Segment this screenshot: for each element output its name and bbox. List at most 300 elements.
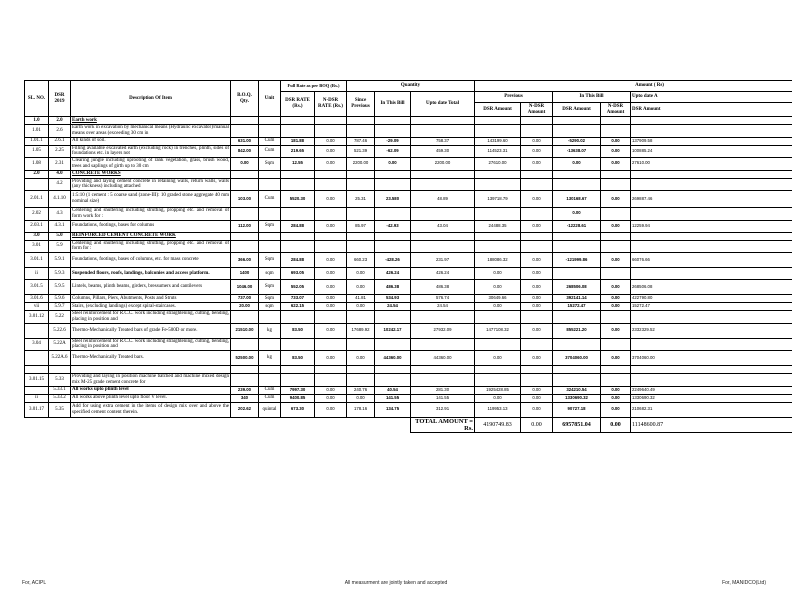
table-row bbox=[25, 303, 792, 311]
upto-dsr-cell bbox=[631, 208, 792, 221]
col-upto-dsr-amount: DSR Amount bbox=[631, 103, 792, 117]
col-upto: Upto date A bbox=[631, 92, 792, 103]
upto-dsr-cell bbox=[631, 311, 792, 324]
upto-dsr-cell bbox=[631, 240, 792, 253]
ndsr-rate-cell bbox=[315, 374, 347, 387]
ndsr-rate-cell bbox=[315, 178, 347, 191]
dsr-cell: 2.25 bbox=[49, 145, 71, 158]
in-bill-cell bbox=[375, 117, 411, 125]
prev-ndsr-cell: 0.00 bbox=[521, 323, 553, 338]
dsr-cell: 4.3 bbox=[49, 208, 71, 221]
in-bill-cell bbox=[375, 208, 411, 221]
prev-ndsr-cell: 0.00 bbox=[521, 295, 553, 303]
col-dsr-rate: DSR RATE (Rs.) bbox=[281, 92, 315, 117]
prev-dsr-cell: 139718.79 bbox=[475, 191, 521, 208]
since-prev-cell bbox=[347, 338, 375, 351]
upto-total-cell bbox=[411, 125, 475, 138]
table-row bbox=[25, 220, 792, 232]
upto-total-cell: 43.04 bbox=[411, 220, 475, 232]
bill-dsr-cell: 0.00 bbox=[553, 158, 601, 171]
upto-total-cell: 48.89 bbox=[411, 191, 475, 208]
upto-dsr-cell: 66076.66 bbox=[631, 253, 792, 268]
bill-ndsr-cell: 0.00 bbox=[601, 303, 631, 311]
ndsr-rate-cell bbox=[315, 232, 347, 240]
bill-sheet bbox=[24, 80, 792, 508]
col-this-bill: In This Bill bbox=[553, 92, 631, 103]
unit-cell: Cum bbox=[259, 137, 281, 145]
sl-cell: 2.0 bbox=[25, 170, 49, 178]
bill-ndsr-cell: 0.00 bbox=[601, 402, 631, 417]
prev-dsr-cell: 114523.31 bbox=[475, 145, 521, 158]
upto-dsr-cell: 12259.94 bbox=[631, 220, 792, 232]
prev-dsr-cell bbox=[475, 117, 521, 125]
col-ndsr-rate: N-DSR RATE (Rs.) bbox=[315, 92, 347, 117]
bill-dsr-cell: 0.00 bbox=[553, 208, 601, 221]
prev-ndsr-cell: 0.00 bbox=[521, 253, 553, 268]
table-body bbox=[25, 117, 792, 418]
in-bill-cell: -29.09 bbox=[375, 137, 411, 145]
dsr-cell: 5.22.6 bbox=[49, 323, 71, 338]
bill-dsr-cell bbox=[553, 374, 601, 387]
dsr-rate-cell: 7997.30 bbox=[281, 386, 315, 394]
prev-dsr-cell: 0.00 bbox=[475, 280, 521, 295]
dsr-cell: 2.6 bbox=[49, 125, 71, 138]
boq-qty-cell: 112.00 bbox=[231, 220, 259, 232]
bill-dsr-cell: 392141.14 bbox=[553, 295, 601, 303]
bill-dsr-cell bbox=[553, 232, 601, 240]
unit-cell bbox=[259, 232, 281, 240]
boq-qty-cell: 52500.00 bbox=[231, 351, 259, 366]
desc-cell: Foundations, footings, bases of columns, etc. for mass concrete bbox=[71, 253, 231, 268]
boq-qty-cell: 21510.00 bbox=[231, 323, 259, 338]
total-prev-ndsr: 0.00 bbox=[521, 417, 553, 433]
table-row bbox=[25, 178, 792, 191]
col-unit: Unit bbox=[259, 81, 281, 117]
dsr-cell: 5.9 bbox=[49, 240, 71, 253]
unit-cell bbox=[259, 240, 281, 253]
desc-cell: Steel reinforcement for R.C.C. work including straightening, cutting, bending, placing in position and bbox=[72, 338, 229, 350]
ndsr-rate-cell: 0.00 bbox=[315, 253, 347, 268]
prev-dsr-cell bbox=[475, 338, 521, 351]
since-prev-cell: 41.81 bbox=[347, 295, 375, 303]
dsr-rate-cell bbox=[281, 366, 315, 374]
dsr-rate-cell: 733.07 bbox=[281, 295, 315, 303]
col-description: Description Of Item bbox=[71, 81, 231, 117]
since-prev-cell bbox=[347, 232, 375, 240]
ndsr-rate-cell: 0.00 bbox=[315, 280, 347, 295]
desc-cell: Earth work bbox=[71, 117, 231, 125]
dsr-cell: 5.22A bbox=[49, 338, 71, 351]
prev-dsr-cell: 119953.13 bbox=[475, 402, 521, 417]
upto-total-cell: 486.38 bbox=[411, 280, 475, 295]
prev-ndsr-cell bbox=[521, 232, 553, 240]
since-prev-cell: 0.00 bbox=[347, 280, 375, 295]
bill-ndsr-cell bbox=[601, 208, 631, 221]
sl-cell: vii bbox=[25, 303, 49, 311]
desc-cell: Earth work in excavation by mechanical means (Hydraulic excavator)/manual means over areas (exceeding 30 cm in bbox=[72, 125, 229, 136]
dsr-cell: 5.9.3 bbox=[49, 268, 71, 280]
bill-ndsr-cell bbox=[601, 240, 631, 253]
bill-ndsr-cell bbox=[601, 268, 631, 280]
dsr-rate-cell: 9400.85 bbox=[281, 394, 315, 402]
bill-ndsr-cell: 0.00 bbox=[601, 295, 631, 303]
total-bill-dsr: 6957851.04 bbox=[553, 417, 601, 433]
footer-left: For, ACIPL bbox=[22, 580, 47, 586]
in-bill-cell: -62.09 bbox=[375, 145, 411, 158]
upto-total-cell bbox=[411, 374, 475, 387]
upto-total-cell: 281.30 bbox=[411, 386, 475, 394]
dsr-cell: 5.22 bbox=[49, 311, 71, 324]
prev-dsr-cell bbox=[475, 311, 521, 324]
upto-dsr-cell: 269887.46 bbox=[631, 191, 792, 208]
boq-qty-cell bbox=[231, 125, 259, 138]
bill-ndsr-cell: 0.00 bbox=[601, 394, 631, 402]
bill-dsr-cell: 324210.54 bbox=[553, 386, 601, 394]
bill-ndsr-cell: 0.00 bbox=[601, 323, 631, 338]
ndsr-rate-cell: 0.00 bbox=[315, 295, 347, 303]
boq-qty-cell: 842.00 bbox=[231, 145, 259, 158]
upto-dsr-cell bbox=[631, 232, 792, 240]
in-bill-cell: 0.00 bbox=[375, 158, 411, 171]
unit-cell: Sqm bbox=[259, 158, 281, 171]
ndsr-rate-cell bbox=[315, 170, 347, 178]
desc-cell: Filling available excavated earth (excluding rock) in trenches, plinth, sides of foundations etc. in layers not bbox=[72, 145, 229, 157]
desc-cell: All works upto plinth level bbox=[71, 386, 231, 394]
desc-cell: Centering and shuttering including strutting, propping etc. and removal of form work for : bbox=[72, 208, 229, 219]
upto-total-cell: 459.30 bbox=[411, 145, 475, 158]
in-bill-cell bbox=[375, 178, 411, 191]
unit-cell: Cum bbox=[259, 386, 281, 394]
sl-cell: 3.01 bbox=[25, 240, 49, 253]
table-row bbox=[25, 125, 792, 138]
upto-total-cell: 141.55 bbox=[411, 394, 475, 402]
upto-total-cell: 2200.00 bbox=[411, 158, 475, 171]
boq-qty-cell bbox=[231, 117, 259, 125]
col-in-this-bill: In This Bill bbox=[375, 92, 411, 117]
sl-cell bbox=[25, 351, 49, 366]
boq-qty-cell bbox=[231, 232, 259, 240]
boq-qty-cell bbox=[231, 338, 259, 351]
upto-total-cell: 24.54 bbox=[411, 303, 475, 311]
dsr-rate-cell bbox=[281, 232, 315, 240]
table-row bbox=[25, 366, 792, 374]
bill-dsr-cell bbox=[553, 125, 601, 138]
prev-ndsr-cell: 0.00 bbox=[521, 268, 553, 280]
since-prev-cell bbox=[347, 374, 375, 387]
desc-cell: Providing and laying cement concrete in retaining walls, return walls, walls (any thickness) including attached bbox=[72, 178, 229, 190]
desc-cell: Providing and laying in position machine batched and machine mixed design mix M-25 grade cement concrete for bbox=[72, 374, 229, 385]
dsr-cell: 5.33 bbox=[49, 374, 71, 387]
ndsr-rate-cell: 0.00 bbox=[315, 145, 347, 158]
sl-cell: 3.0 bbox=[25, 232, 49, 240]
prev-dsr-cell bbox=[475, 125, 521, 138]
since-prev-cell bbox=[347, 366, 375, 374]
in-bill-cell: 134.75 bbox=[375, 402, 411, 417]
bill-dsr-cell bbox=[553, 170, 601, 178]
ndsr-rate-cell bbox=[315, 117, 347, 125]
prev-dsr-cell bbox=[475, 374, 521, 387]
dsr-cell: 5.9.5 bbox=[49, 280, 71, 295]
upto-dsr-cell: 137909.58 bbox=[631, 137, 792, 145]
col-quantity: Quantity bbox=[347, 81, 475, 92]
since-prev-cell: 521.39 bbox=[347, 145, 375, 158]
upto-dsr-cell bbox=[631, 117, 792, 125]
col-since-previous: Since Previous bbox=[347, 92, 375, 117]
ndsr-rate-cell: 0.00 bbox=[315, 394, 347, 402]
ndsr-rate-cell: 0.00 bbox=[315, 303, 347, 311]
upto-total-cell bbox=[411, 117, 475, 125]
sl-cell: 3.01.5 bbox=[25, 280, 49, 295]
desc-cell: Steel reinforcement for R.C.C. work including straightening, cutting, bending, placing in position and bbox=[72, 311, 229, 322]
since-prev-cell: 178.16 bbox=[347, 402, 375, 417]
footer-center: All measurment are jointly taken and accepted bbox=[344, 580, 448, 586]
ndsr-rate-cell bbox=[315, 208, 347, 221]
table-row bbox=[25, 191, 792, 208]
prev-ndsr-cell: 0.00 bbox=[521, 280, 553, 295]
col-bill-ndsr-amount: N-DSR Amount bbox=[601, 103, 631, 117]
prev-ndsr-cell: 0.00 bbox=[521, 145, 553, 158]
ndsr-rate-cell: 0.00 bbox=[315, 220, 347, 232]
upto-total-cell: 44360.00 bbox=[411, 351, 475, 366]
desc-cell: Suspended floors, roofs, landings, balconies and access platform. bbox=[71, 268, 231, 280]
dsr-cell: 5.22A.6 bbox=[49, 351, 71, 366]
in-bill-cell bbox=[375, 232, 411, 240]
col-full-rate: Full Rate as per BOQ (Rs.) bbox=[281, 81, 347, 92]
since-prev-cell bbox=[347, 125, 375, 138]
sl-cell: 3.01.1 bbox=[25, 253, 49, 268]
in-bill-cell bbox=[375, 374, 411, 387]
table-row bbox=[25, 145, 792, 158]
desc-cell: Thermo-Mechanically Treated bars of grade Fe-500D or more. bbox=[71, 323, 231, 338]
unit-cell bbox=[259, 366, 281, 374]
unit-cell bbox=[259, 170, 281, 178]
sl-cell bbox=[25, 323, 49, 338]
upto-total-cell: 576.74 bbox=[411, 295, 475, 303]
desc-cell: CONCRETE WORKS bbox=[71, 170, 231, 178]
boq-qty-cell: 0.00 bbox=[231, 158, 259, 171]
since-prev-cell: 660.23 bbox=[347, 253, 375, 268]
prev-ndsr-cell: 0.00 bbox=[521, 394, 553, 402]
since-prev-cell bbox=[347, 240, 375, 253]
table-row bbox=[25, 232, 792, 240]
total-prev-dsr: 4190749.83 bbox=[475, 417, 521, 433]
unit-cell: kg bbox=[259, 351, 281, 366]
desc-cell: Lintels, beams, plinth beams, girders, bressumers and cantilevers bbox=[71, 280, 231, 295]
dsr-rate-cell bbox=[281, 311, 315, 324]
prev-dsr-cell: 0.00 bbox=[475, 394, 521, 402]
table-row bbox=[25, 394, 792, 402]
col-prev-ndsr-amount: N-DSR Amount bbox=[521, 103, 553, 117]
prev-dsr-cell bbox=[475, 170, 521, 178]
in-bill-cell: 24.54 bbox=[375, 303, 411, 311]
dsr-cell: 5.35 bbox=[49, 402, 71, 417]
since-prev-cell: 787.46 bbox=[347, 137, 375, 145]
in-bill-cell: 40.54 bbox=[375, 386, 411, 394]
col-dsr: DSR 2019 bbox=[49, 81, 71, 117]
prev-ndsr-cell: 0.00 bbox=[521, 137, 553, 145]
dsr-cell: 2.6.1 bbox=[49, 137, 71, 145]
prev-dsr-cell: 188086.32 bbox=[475, 253, 521, 268]
desc-cell: All kinds of soil. bbox=[71, 137, 231, 145]
bill-dsr-cell: -13638.07 bbox=[553, 145, 601, 158]
dsr-rate-cell bbox=[281, 208, 315, 221]
upto-total-cell: 312.91 bbox=[411, 402, 475, 417]
desc-cell: Columns, Pillars, Piers, Abutments, Posts and Struts bbox=[71, 295, 231, 303]
upto-total-cell bbox=[411, 178, 475, 191]
prev-ndsr-cell: 0.00 bbox=[521, 191, 553, 208]
boq-qty-cell: 202.62 bbox=[231, 402, 259, 417]
desc-cell: Clearing jungle including uprooting of rank vegetation, grass, brush wood, trees and saplings of girth up to 30 cm bbox=[72, 158, 229, 169]
since-prev-cell: 17689.92 bbox=[347, 323, 375, 338]
total-row bbox=[25, 417, 792, 433]
table-row bbox=[25, 338, 792, 351]
desc-cell: All works above plinth level upto floor V level. bbox=[71, 394, 231, 402]
dsr-rate-cell: 219.65 bbox=[281, 145, 315, 158]
boq-qty-cell bbox=[231, 240, 259, 253]
in-bill-cell: -42.93 bbox=[375, 220, 411, 232]
desc-cell: Thermo-Mechanically Treated bars. bbox=[71, 351, 231, 366]
dsr-rate-cell: 83.50 bbox=[281, 323, 315, 338]
upto-total-cell bbox=[411, 366, 475, 374]
upto-total-cell bbox=[411, 232, 475, 240]
boq-qty-cell bbox=[231, 170, 259, 178]
dsr-rate-cell bbox=[281, 338, 315, 351]
boq-qty-cell bbox=[231, 374, 259, 387]
boq-qty-cell: 366.00 bbox=[231, 253, 259, 268]
unit-cell: Cum bbox=[259, 394, 281, 402]
total-label: TOTAL AMOUNT = Rs. bbox=[411, 417, 475, 433]
table-row bbox=[25, 240, 792, 253]
bill-ndsr-cell: 0.00 bbox=[601, 158, 631, 171]
upto-dsr-cell bbox=[631, 178, 792, 191]
col-sl-no: SL. NO. bbox=[25, 81, 49, 117]
prev-dsr-cell: 0.00 bbox=[475, 303, 521, 311]
desc-cell: Foundations, footings, bases for columns bbox=[71, 220, 231, 232]
boq-qty-cell: 1400 bbox=[231, 268, 259, 280]
boq-qty-cell: 737.00 bbox=[231, 295, 259, 303]
in-bill-cell: 44360.00 bbox=[375, 351, 411, 366]
dsr-cell: 5.9.1 bbox=[49, 253, 71, 268]
upto-dsr-cell bbox=[631, 366, 792, 374]
since-prev-cell: 0.00 bbox=[347, 351, 375, 366]
ndsr-rate-cell: 0.00 bbox=[315, 268, 347, 280]
col-upto-total: Upto date Total bbox=[411, 92, 475, 117]
bill-ndsr-cell bbox=[601, 170, 631, 178]
ndsr-rate-cell: 0.00 bbox=[315, 137, 347, 145]
table-row bbox=[25, 280, 792, 295]
unit-cell bbox=[259, 125, 281, 138]
sl-cell: 1.05 bbox=[25, 145, 49, 158]
upto-dsr-cell: 422790.80 bbox=[631, 295, 792, 303]
dsr-cell: 5.33.1 bbox=[49, 386, 71, 394]
prev-ndsr-cell bbox=[521, 240, 553, 253]
table-row bbox=[25, 117, 792, 125]
ndsr-rate-cell bbox=[315, 338, 347, 351]
upto-total-cell: 27932.09 bbox=[411, 323, 475, 338]
desc-cell: 1:5:10 (1 cement : 5 coarse sand (zone-III): 10 graded stone aggregate 40 mm nominal size) bbox=[71, 191, 231, 208]
upto-dsr-cell bbox=[631, 338, 792, 351]
sl-cell: ii bbox=[25, 268, 49, 280]
table-row bbox=[25, 351, 792, 366]
bill-dsr-cell: 130168.67 bbox=[553, 191, 601, 208]
prev-dsr-cell: 27610.00 bbox=[475, 158, 521, 171]
prev-dsr-cell: 143199.60 bbox=[475, 137, 521, 145]
dsr-cell bbox=[49, 366, 71, 374]
upto-dsr-cell: 3704060.00 bbox=[631, 351, 792, 366]
upto-total-cell bbox=[411, 311, 475, 324]
table-row bbox=[25, 402, 792, 417]
dsr-rate-cell: 284.88 bbox=[281, 253, 315, 268]
total-bill-ndsr: 0.00 bbox=[601, 417, 631, 433]
in-bill-cell bbox=[375, 170, 411, 178]
sl-cell: 3.01.17 bbox=[25, 402, 49, 417]
sl-cell: 3.01.6 bbox=[25, 295, 49, 303]
bill-ndsr-cell bbox=[601, 374, 631, 387]
in-bill-cell bbox=[375, 125, 411, 138]
table-row bbox=[25, 268, 792, 280]
in-bill-cell: 141.55 bbox=[375, 394, 411, 402]
prev-dsr-cell: 0.00 bbox=[475, 268, 521, 280]
bill-ndsr-cell bbox=[601, 338, 631, 351]
prev-dsr-cell bbox=[475, 240, 521, 253]
ndsr-rate-cell bbox=[315, 125, 347, 138]
dsr-rate-cell bbox=[281, 170, 315, 178]
dsr-rate-cell bbox=[281, 117, 315, 125]
prev-ndsr-cell: 0.00 bbox=[521, 158, 553, 171]
since-prev-cell: 240.76 bbox=[347, 386, 375, 394]
in-bill-cell: 23.580 bbox=[375, 191, 411, 208]
dsr-rate-cell bbox=[281, 374, 315, 387]
footer-right: For, MANIDCO(Ltd) bbox=[722, 580, 766, 586]
bill-dsr-cell bbox=[553, 240, 601, 253]
bill-ndsr-cell: 0.00 bbox=[601, 280, 631, 295]
upto-dsr-cell: 15272.47 bbox=[631, 303, 792, 311]
unit-cell: Sqm bbox=[259, 295, 281, 303]
prev-ndsr-cell bbox=[521, 178, 553, 191]
unit-cell: Cum bbox=[259, 191, 281, 208]
bill-dsr-cell: 90727.18 bbox=[553, 402, 601, 417]
upto-total-cell bbox=[411, 338, 475, 351]
bill-dsr-cell: -5290.02 bbox=[553, 137, 601, 145]
ndsr-rate-cell: 0.00 bbox=[315, 158, 347, 171]
bill-dsr-cell: 855221.20 bbox=[553, 323, 601, 338]
prev-ndsr-cell bbox=[521, 374, 553, 387]
bill-ndsr-cell: 0.00 bbox=[601, 351, 631, 366]
unit-cell: Sqm bbox=[259, 280, 281, 295]
dsr-cell: 5.0 bbox=[49, 232, 71, 240]
table-row bbox=[25, 158, 792, 171]
sl-cell: 2.02 bbox=[25, 208, 49, 221]
bill-dsr-cell: -121999.86 bbox=[553, 253, 601, 268]
dsr-rate-cell: 284.88 bbox=[281, 220, 315, 232]
col-prev-dsr-amount: DSR Amount bbox=[475, 103, 521, 117]
col-bill-dsr-amount: DSR Amount bbox=[553, 103, 601, 117]
dsr-rate-cell: 83.50 bbox=[281, 351, 315, 366]
sl-cell: 1.08 bbox=[25, 158, 49, 171]
unit-cell bbox=[259, 338, 281, 351]
upto-dsr-cell: 2249640.49 bbox=[631, 386, 792, 394]
table-row bbox=[25, 374, 792, 387]
bill-ndsr-cell: 0.00 bbox=[601, 191, 631, 208]
desc-cell bbox=[71, 366, 231, 374]
boq-qty-cell: 1046.00 bbox=[231, 280, 259, 295]
since-prev-cell: 25.31 bbox=[347, 191, 375, 208]
measurement-table bbox=[24, 80, 792, 433]
unit-cell bbox=[259, 374, 281, 387]
dsr-rate-cell: 181.88 bbox=[281, 137, 315, 145]
upto-total-cell bbox=[411, 208, 475, 221]
dsr-rate-cell bbox=[281, 240, 315, 253]
